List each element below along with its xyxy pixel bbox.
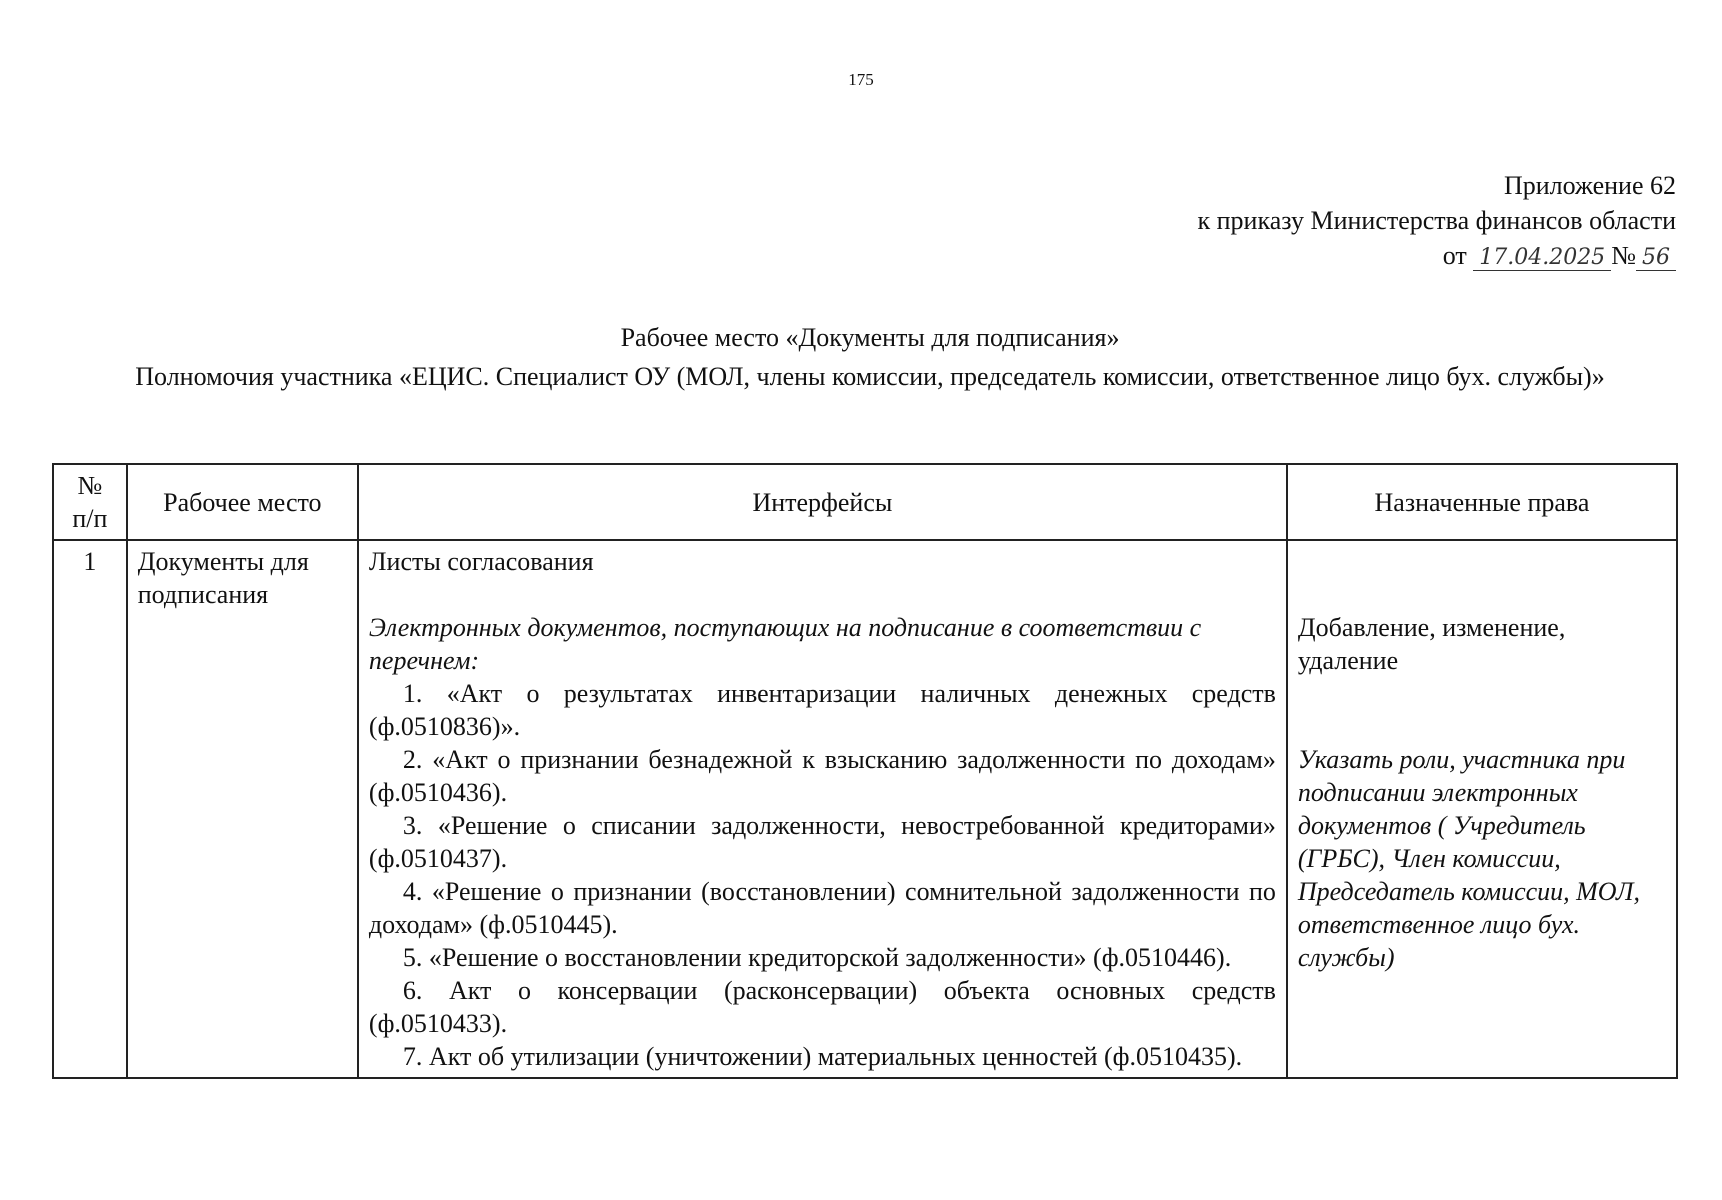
appendix-order: к приказу Министерства финансов области — [1197, 206, 1676, 235]
table-header-row — [53, 464, 1677, 540]
interface-intro: Электронных документов, поступающих на подписание в соответствии с перечнем: — [368, 613, 1202, 675]
appendix-date-line — [1198, 238, 1677, 275]
row-rights — [1287, 540, 1677, 1078]
table-row — [53, 540, 1677, 1078]
header-num: № п/п — [53, 464, 127, 540]
page-number: 175 — [848, 70, 874, 89]
header-rights: Назначенные права — [1287, 464, 1677, 540]
rights-table — [52, 463, 1678, 1079]
order-date: 17.04.2025 — [1473, 245, 1611, 271]
date-prefix: от — [1442, 241, 1467, 270]
order-number: 56 — [1636, 245, 1676, 271]
document-list-item: 4. «Решение о признании (восстановлении) сомнительной задолженности по доходам» (ф.0510445). — [368, 877, 1276, 939]
row-interfaces — [358, 540, 1287, 1078]
appendix-header — [1198, 168, 1677, 275]
row-num: 1 — [53, 540, 127, 1078]
workplace-title: Рабочее место «Документы для подписания» — [620, 323, 1120, 352]
number-prefix: № — [1611, 241, 1636, 270]
document-list-item: 2. «Акт о признании безнадежной к взысканию задолженности по доходам» (ф.0510436). — [368, 745, 1276, 807]
interface-title: Листы согласования — [368, 547, 594, 576]
header-interfaces: Интерфейсы — [358, 464, 1287, 540]
document-list-item: 1. «Акт о результатах инвентаризации наличных денежных средств (ф.0510836)». — [368, 679, 1276, 741]
document-list-item: 6. Акт о консервации (расконсервации) объекта основных средств (ф.0510433). — [368, 976, 1276, 1038]
document-list-item: 3. «Решение о списании задолженности, невостребованной кредиторами» (ф.0510437). — [368, 811, 1276, 873]
appendix-title: Приложение 62 — [1503, 171, 1676, 200]
header-workplace: Рабочее место — [127, 464, 358, 540]
assigned-rights: Добавление, изменение, удаление — [1297, 613, 1566, 675]
participant-authority-title: Полномочия участника «ЕЦИС. Специалист ОУ (МОЛ, члены комиссии, председатель комиссии, ответственное лицо бух. службы)» — [135, 362, 1605, 391]
document-list-item: 5. «Решение о восстановлении кредиторской задолженности» (ф.0510446). — [402, 943, 1232, 972]
document-title — [100, 318, 1640, 396]
document-list-item: 7. Акт об утилизации (уничтожении) материальных ценностей (ф.0510435). — [402, 1042, 1243, 1071]
rights-note: Указать роли, участника при подписании электронных документов ( Учредитель (ГРБС), Член комиссии, Председатель комиссии, МОЛ, ответственное лицо бух. службы) — [1297, 745, 1641, 972]
row-workplace: Документы для подписания — [127, 540, 358, 1078]
